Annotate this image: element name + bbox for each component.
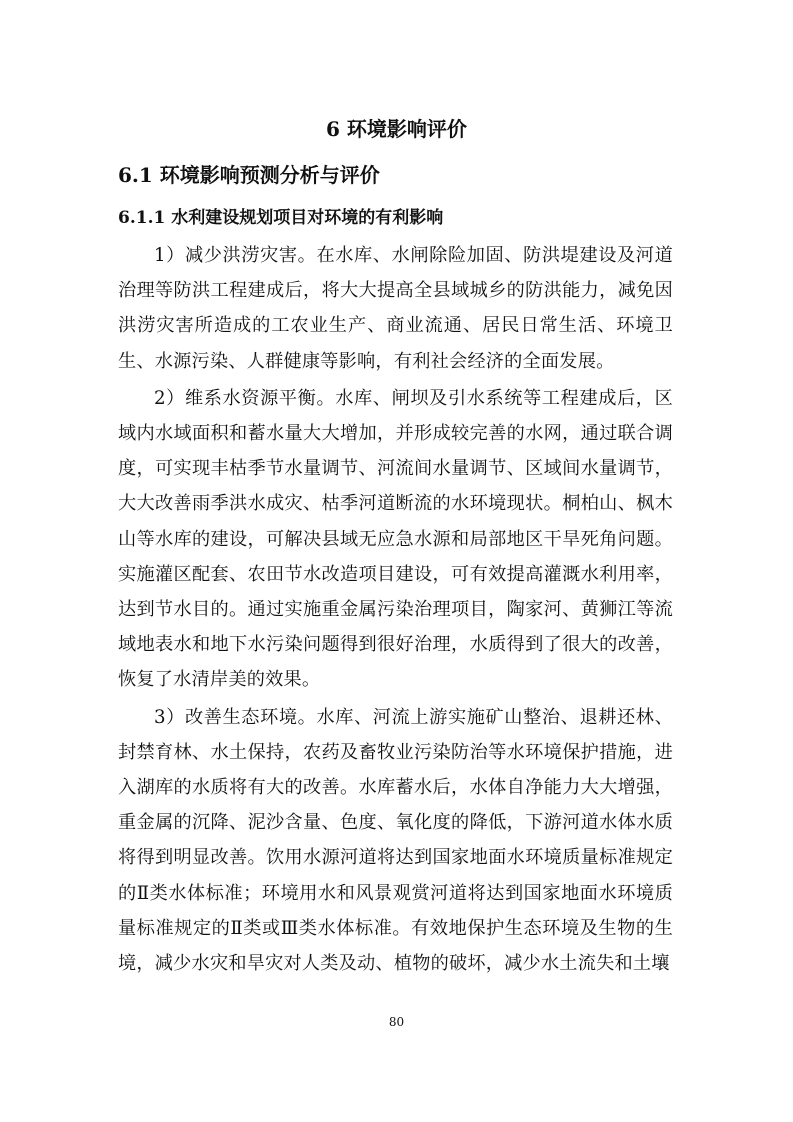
paragraph-water-balance: 2）维系水资源平衡。水库、闸坝及引水系统等工程建成后，区域内水域面积和蓄水量大大增加，并形成较完善的水网，通过联合调度，可实现丰枯季节水量调节、河流间水量调节、区域间水量调节，大大改善雨季洪水成灾、枯季河道断流的水环境现状。桐柏山、枫木山等水库的建设，可解决县域无应急水源和局部地区干旱死角问题。实施灌区配套、农田节水改造项目建设，可有效提高灌溉水利用率，达到节水目的。通过实施重金属污染治理项目，陶家河、黄狮江等流域地表水和地下水污染问题得到很好治理，水质得到了很大的改善，恢复了水清岸美的效果。 bbox=[118, 387, 673, 691]
body-text bbox=[118, 238, 673, 981]
chapter-title: 6 环境影响评价 bbox=[326, 117, 467, 141]
subsection-title: 6.1.1 水利建设规划项目对环境的有利影响 bbox=[118, 208, 444, 228]
section-title: 6.1 环境影响预测分析与评价 bbox=[118, 163, 380, 187]
page-number: 80 bbox=[388, 1015, 405, 1029]
paragraph-flood-reduction: 1）减少洪涝灾害。在水库、水闸除险加固、防洪堤建设及河道治理等防洪工程建成后，将大大提高全县域城乡的防洪能力，减免因洪涝灾害所造成的工农业生产、商业流通、居民日常生活、环境卫生、水源污染、人群健康等影响，有利社会经济的全面发展。 bbox=[118, 245, 673, 372]
paragraph-ecology-improvement: 3）改善生态环境。水库、河流上游实施矿山整治、退耕还林、封禁育林、水土保持，农药及畜牧业污染防治等水环境保护措施，进入湖库的水质将有大的改善。水库蓄水后，水体自净能力大大增强，重金属的沉降、泥沙含量、色度、氧化度的降低，下游河道水体水质将得到明显改善。饮用水源河道将达到国家地面水环境质量标准规定的Ⅱ类水体标准；环境用水和风景观赏河道将达到国家地面水环境质量标准规定的Ⅱ类或Ⅲ类水体标准。有效地保护生态环境及生物的生境，减少水灾和旱灾对人类及动、植物的破坏，减少水土流失和土壤 bbox=[118, 706, 673, 975]
